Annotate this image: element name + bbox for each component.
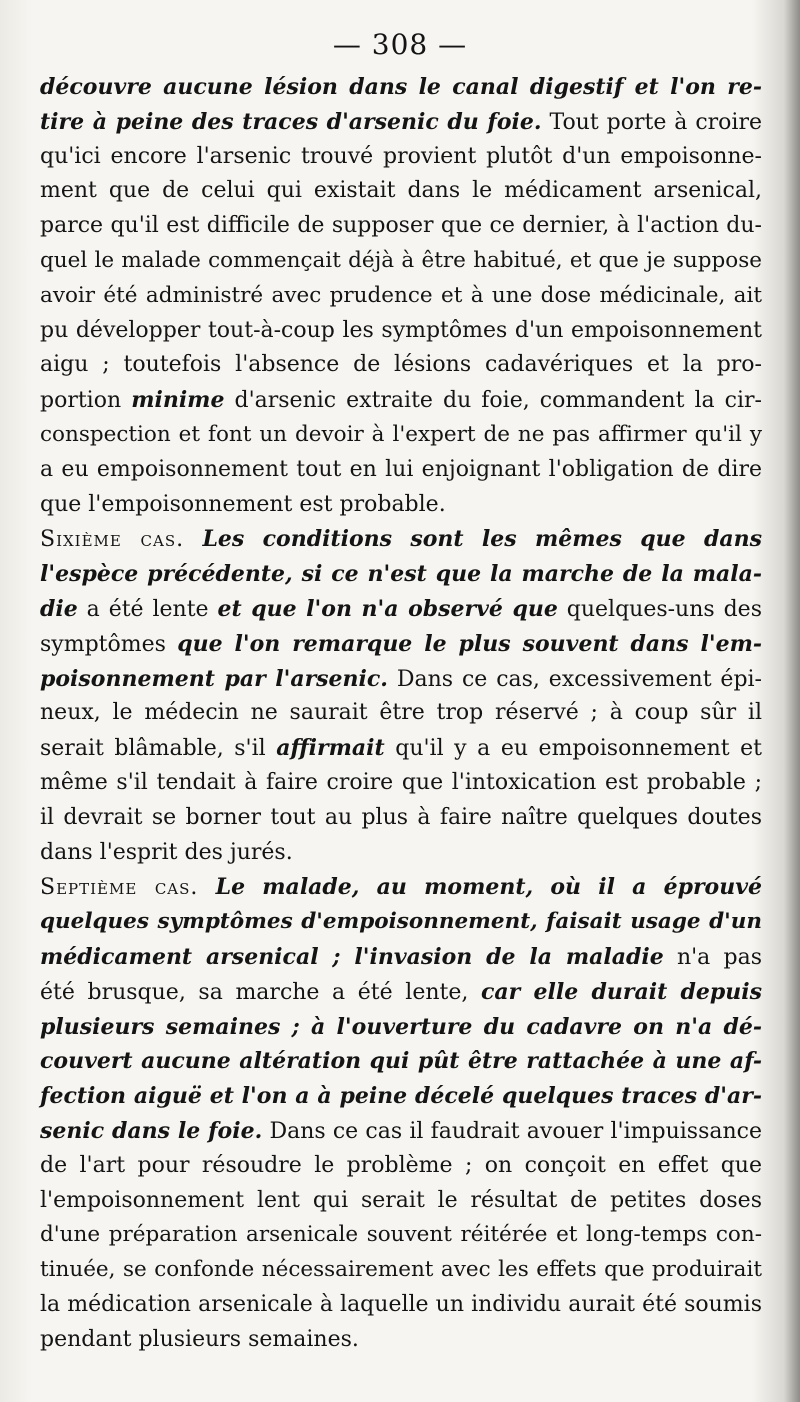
- text-segment: médicament arsenical ; l'invasion de la maladie: [40, 943, 664, 970]
- text-segment: symptômes: [40, 631, 178, 657]
- text-line: [40, 348, 762, 383]
- text-line: [40, 905, 762, 940]
- text-line: [40, 418, 762, 453]
- text-line: [40, 383, 762, 418]
- text-line: [40, 1044, 762, 1079]
- text-line: [40, 766, 762, 801]
- text-segment: d'arsenic extraite du foie, commandent la cir-: [224, 388, 762, 414]
- text-line: [40, 1218, 762, 1253]
- text-segment: l'espèce précédente, si ce n'est que la marche de la mala-: [40, 561, 762, 588]
- text-line: [40, 70, 762, 105]
- text-segment: d'une préparation arsenicale souvent réitérée et long-temps con-: [40, 1222, 762, 1248]
- text-line: [40, 975, 762, 1010]
- text-segment: découvre aucune lésion dans le canal digestif et l'on re-: [40, 74, 762, 100]
- text-segment: Dans ce cas, excessivement épi-: [387, 666, 762, 692]
- text-segment: n'a pas: [663, 944, 762, 970]
- text-line: [40, 801, 762, 836]
- text-line: [40, 627, 762, 662]
- text-segment: conspection et font un devoir à l'expert de ne pas affirmer qu'il y: [40, 421, 762, 447]
- text-line: [40, 592, 762, 627]
- text-line: [40, 1114, 762, 1149]
- text-segment: et que l'on n'a observé que: [217, 595, 558, 622]
- text-segment: la médication arsenicale à laquelle un individu aurait été soumis: [40, 1291, 762, 1317]
- text-segment: Dans ce cas il faudrait avouer l'impuissance: [262, 1118, 762, 1144]
- text-line: [40, 1010, 762, 1045]
- text-line: [40, 209, 762, 244]
- text-line: [40, 731, 762, 766]
- text-segment: quel le malade commençait déjà à être habitué, et que je suppose: [40, 247, 762, 273]
- text-segment: serait blâmable, s'il: [40, 736, 277, 762]
- text-line: [40, 244, 762, 279]
- text-segment: pu développer tout-à-coup les symptômes d'un empoisonnement: [40, 317, 762, 343]
- text-segment: a été lente: [77, 596, 218, 622]
- text-segment: a eu empoisonnement tout en lui enjoignant l'obligation de dire: [40, 456, 762, 482]
- text-line: [40, 1288, 762, 1323]
- text-segment: die: [40, 595, 78, 622]
- text-segment: parce qu'il est difficile de supposer que ce dernier, à l'action du-: [40, 213, 762, 239]
- text-segment: été brusque, sa marche a été lente,: [40, 979, 481, 1005]
- text-line: [40, 522, 762, 557]
- text-segment: il devrait se borner tout au plus à faire naître quelques doutes: [40, 804, 762, 830]
- text-segment: Tout porte à croire: [541, 109, 762, 135]
- text-segment: qu'ici encore l'arsenic trouvé provient plutôt d'un empoisonne-: [40, 143, 762, 169]
- text-line: [40, 870, 762, 905]
- text-line: [40, 662, 762, 697]
- text-segment: fection aiguë et l'on a à peine décelé quelques traces d'ar-: [40, 1083, 762, 1110]
- text-segment: poisonnement par l'arsenic.: [40, 665, 388, 692]
- text-segment: car elle durait depuis: [480, 978, 763, 1005]
- text-segment: quelques-uns des: [557, 596, 762, 622]
- text-segment: même s'il tendait à faire croire que l'intoxication est probable ;: [40, 769, 762, 795]
- text-segment: que l'on remarque le plus souvent dans l'em-: [177, 630, 762, 657]
- text-segment: portion: [40, 388, 132, 414]
- text-segment: ment que de celui qui existait dans le médicament arsenical,: [40, 178, 762, 204]
- text-line: [40, 453, 762, 488]
- text-segment: neux, le médecin ne saurait être trop réservé ; à coup sûr il: [40, 700, 762, 726]
- text-segment: dans l'esprit des jurés.: [40, 839, 293, 865]
- text-segment: plusieurs semaines ; à l'ouverture du cadavre on n'a dé-: [40, 1013, 762, 1040]
- section-heading: Sixième cas.: [40, 527, 185, 553]
- text-segment: pendant plusieurs semaines.: [40, 1326, 359, 1352]
- text-segment: tire à peine des traces d'arsenic du foie.: [40, 108, 542, 135]
- text-segment: aigu ; toutefois l'absence de lésions cadavériques et la pro-: [40, 352, 762, 378]
- text-segment: senic dans le foie.: [40, 1117, 263, 1144]
- page-number: — 308 —: [332, 28, 468, 61]
- text-line: [40, 488, 762, 523]
- text-line: [40, 836, 762, 871]
- text-segment: Les conditions sont les mêmes que dans: [184, 526, 762, 553]
- text-segment: de l'art pour résoudre le problème ; on conçoit en effet que: [40, 1152, 762, 1178]
- text-segment: l'empoisonnement lent qui serait le résultat de petites doses: [40, 1187, 762, 1213]
- text-line: [40, 696, 762, 731]
- text-line: [40, 174, 762, 209]
- text-line: [40, 279, 762, 314]
- text-line: [40, 1079, 762, 1114]
- text-segment: couvert aucune altération qui pût être rattachée à une af-: [40, 1048, 762, 1075]
- text-line: [40, 1323, 762, 1358]
- text-line: [40, 1253, 762, 1288]
- text-segment: Le malade, au moment, où il a éprouvé: [198, 874, 763, 901]
- text-segment: quelques symptômes d'empoisonnement, faisait usage d'un: [40, 909, 762, 935]
- text-segment: qu'il y a eu empoisonnement et: [384, 736, 762, 762]
- section-heading: Septième cas.: [40, 875, 199, 901]
- text-segment: minime: [131, 387, 225, 414]
- text-line: [40, 557, 762, 592]
- text-line: [40, 140, 762, 175]
- text-line: [40, 1149, 762, 1184]
- text-segment: que l'empoisonnement est probable.: [40, 491, 446, 517]
- text-segment: avoir été administré avec prudence et à une dose médicinale, ait: [40, 282, 762, 308]
- text-line: [40, 314, 762, 349]
- text-line: [40, 1184, 762, 1219]
- text-segment: affirmait: [276, 735, 385, 762]
- text-line: [40, 105, 762, 140]
- text-segment: tinuée, se confonde nécessairement avec les effets que produirait: [40, 1257, 762, 1283]
- body-text: [40, 70, 762, 1357]
- text-line: [40, 940, 762, 975]
